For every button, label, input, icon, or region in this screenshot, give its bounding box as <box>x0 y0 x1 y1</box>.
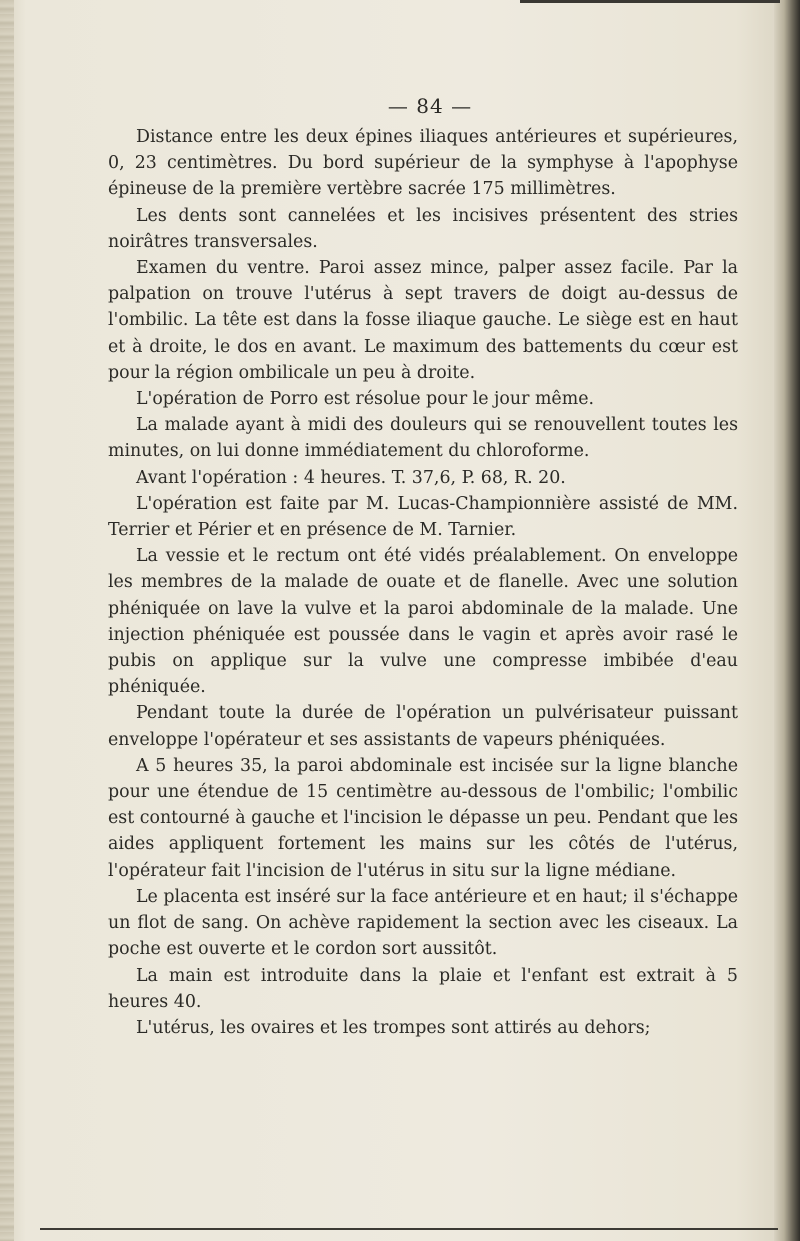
paragraph: La malade ayant à midi des douleurs qui se renouvellent toutes les minutes, on lui donne immédiatement du chloroforme. <box>108 415 738 462</box>
paragraph: A 5 heures 35, la paroi abdominale est incisée sur la ligne blanche pour une étendue de 15 centimètre au-dessous de l'ombilic; l'ombilic est contourné à gauche et l'incision le dépasse un peu. Pendant que les aides appliquent fortement les mains sur les côtés de l'utérus, l'opérateur fait l'incision de l'utérus in situ sur la ligne médiane. <box>108 755 738 881</box>
paragraph: Avant l'opération : 4 heures. T. 37,6, P. 68, R. 20. <box>136 467 566 488</box>
paragraph: Examen du ventre. Paroi assez mince, palper assez facile. Par la palpation on trouve l'utérus à sept travers de doigt au-dessus de l'ombilic. La tête est dans la fosse iliaque gauche. Le siège est en haut et à droite, le dos en avant. Le maximum des battements du cœur est pour la région ombilicale un peu à droite. <box>108 258 738 383</box>
paragraph: La vessie et le rectum ont été vidés préalablement. On enveloppe les membres de la malade de ouate et de flanelle. Avec une solution phéniquée on lave la vulve et la paroi abdominale de la malade. Une injection phéniquée est poussée dans le vagin et après avoir rasé le pubis on applique sur la vulve une compresse imbibée d'eau phéniquée. <box>108 546 738 698</box>
paragraph: Pendant toute la durée de l'opération un pulvérisateur puissant enveloppe l'opérateur et ses assistants de vapeurs phéniquées. <box>108 703 738 750</box>
paragraph: L'opération est faite par M. Lucas-Championnière assisté de MM. Terrier et Périer et en présence de M. Tarnier. <box>108 493 738 541</box>
paragraph: Les dents sont cannelées et les incisives présentent des stries noirâtres transversales. <box>108 205 738 252</box>
bottom-edge-line <box>40 1228 778 1230</box>
page-number: — 84 — <box>387 94 473 118</box>
top-edge-line <box>520 0 780 3</box>
page-left-edge <box>0 0 14 1241</box>
page-right-edge-shadow <box>774 0 800 1241</box>
paragraph: L'utérus, les ovaires et les trompes sont attirés au dehors; <box>136 1017 651 1038</box>
paragraph: La main est introduite dans la plaie et l'enfant est extrait à 5 heures 40. <box>108 965 738 1012</box>
body-text <box>108 124 738 1041</box>
paragraph: L'opération de Porro est résolue pour le jour même. <box>136 389 595 410</box>
paragraph: Distance entre les deux épines iliaques antérieures et supérieures, 0, 23 centimètres. Du bord supérieur de la symphyse à l'apophyse épineuse de la première vertèbre sacrée 175 millimètres. <box>108 127 738 200</box>
paragraph: Le placenta est inséré sur la face antérieure et en haut; il s'échappe un flot de sang. On achève rapidement la section avec les ciseaux. La poche est ouverte et le cordon sort aussitôt. <box>108 886 739 960</box>
